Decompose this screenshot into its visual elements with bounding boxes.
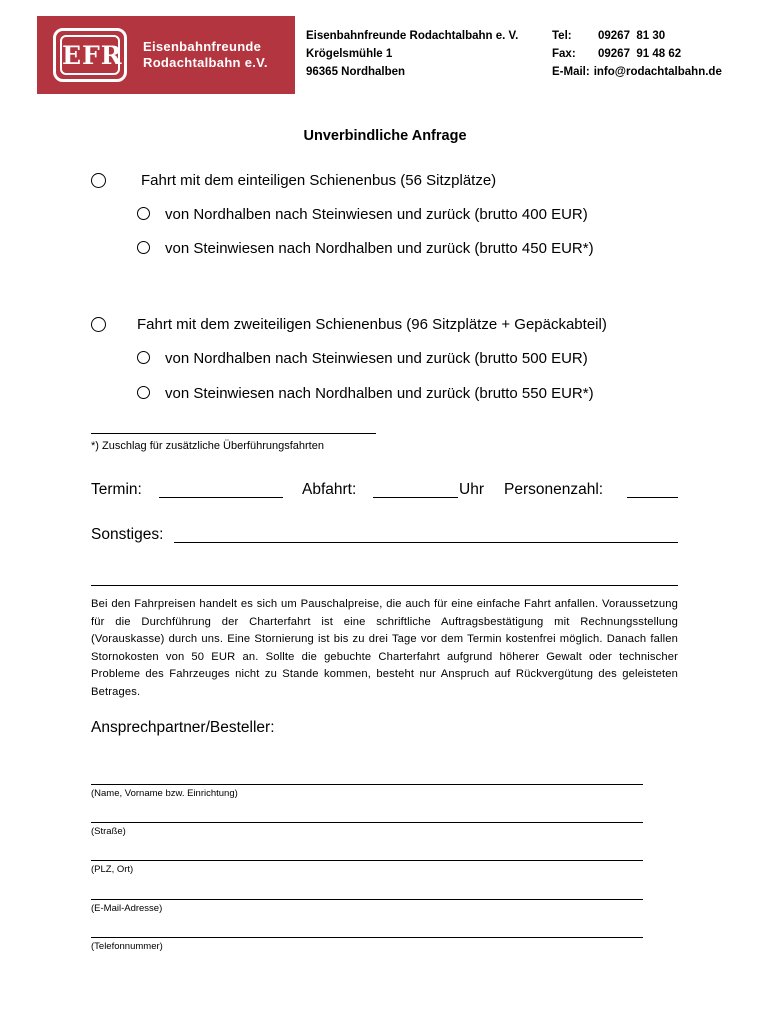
abfahrt-label: Abfahrt: (302, 481, 357, 498)
phone-caption: (Telefonnummer) (91, 941, 163, 952)
street-field[interactable] (91, 807, 643, 823)
plz-ort-caption: (PLZ, Ort) (91, 864, 134, 875)
termin-field[interactable] (159, 482, 283, 498)
footnote-separator (91, 433, 376, 434)
efr-badge (53, 28, 127, 82)
radio-group-2-sub-2[interactable] (137, 386, 150, 399)
radio-group-1[interactable] (91, 173, 106, 188)
uhr-label: Uhr (459, 481, 484, 498)
abfahrt-field[interactable] (373, 482, 458, 498)
email-field[interactable] (91, 884, 643, 900)
street-caption: (Straße) (91, 826, 126, 837)
personen-label: Personenzahl: (504, 481, 604, 498)
fax-label: Fax: (552, 48, 576, 60)
option-group-2-sub-1-label: von Nordhalben nach Steinwiesen und zurück (brutto 500 EUR) (165, 350, 588, 367)
efr-badge-text: EFR (60, 35, 120, 75)
contact-block (552, 27, 722, 81)
radio-group-1-sub-1[interactable] (137, 207, 150, 220)
tel-value: 09267 81 30 (598, 30, 666, 42)
name-caption: (Name, Vorname bzw. Einrichtung) (91, 788, 238, 799)
email-value[interactable]: info@rodachtalbahn.de (593, 66, 722, 78)
fax-row (552, 45, 722, 63)
sonstiges-field-line-2[interactable] (91, 570, 678, 586)
tel-label: Tel: (552, 30, 572, 42)
option-group-2-sub-2-label: von Steinwiesen nach Nordhalben und zurück (brutto 550 EUR*) (165, 385, 594, 402)
contact-heading: Ansprechpartner/Besteller: (91, 719, 275, 736)
phone-field[interactable] (91, 922, 643, 938)
radio-group-1-sub-2[interactable] (137, 241, 150, 254)
sonstiges-field[interactable] (174, 527, 678, 543)
disclaimer-text: Bei den Fahrpreisen handelt es sich um Pauschalpreise, die auch für eine einfache Fahrt anfallen. Voraussetzung für die Durchführung der Charterfahrt ist eine schriftliche Auftragsbestätigung mit Rechnungsstellung (Vorauskasse) durch uns. Eine Stornierung ist bis zu drei Tage vor dem Termin kostenfrei möglich. Danach fallen Stornokosten von 50 EUR an. Sollte die gebuchte Charterfahrt aufgrund höherer Gewalt oder technischer Probleme des Fahrzeuges nicht zu Stande kommen, besteht nur Anspruch auf Rückvergütung des geleisteten Betrages. (91, 598, 678, 698)
logo-line-1: Eisenbahnfreunde (143, 39, 262, 54)
address-block (306, 27, 518, 81)
city: 96365 Nordhalben (306, 66, 406, 78)
option-group-1-label: Fahrt mit dem einteiligen Schienenbus (56 Sitzplätze) (141, 172, 497, 189)
name-field[interactable] (91, 769, 643, 785)
org-name: Eisenbahnfreunde Rodachtalbahn e. V. (306, 30, 519, 42)
email-caption: (E-Mail-Adresse) (91, 903, 163, 914)
email-label: E-Mail: (552, 66, 590, 78)
footnote: *) Zuschlag für zusätzliche Überführungsfahrten (91, 440, 324, 452)
termin-label: Termin: (91, 481, 142, 498)
email-row (552, 63, 722, 81)
efr-logo (37, 16, 295, 94)
logo-org-name (143, 39, 268, 71)
sonstiges-label: Sonstiges: (91, 526, 164, 543)
fax-value: 09267 91 48 62 (598, 48, 682, 60)
option-group-1-sub-1-label: von Nordhalben nach Steinwiesen und zurück (brutto 400 EUR) (165, 206, 588, 223)
option-group-2-label: Fahrt mit dem zweiteiligen Schienenbus (96 Sitzplätze + Gepäckabteil) (137, 316, 607, 333)
plz-ort-field[interactable] (91, 845, 643, 861)
page-title: Unverbindliche Anfrage (303, 128, 467, 144)
option-group-1-sub-2-label: von Steinwiesen nach Nordhalben und zurück (brutto 450 EUR*) (165, 240, 594, 257)
radio-group-2[interactable] (91, 317, 106, 332)
personen-field[interactable] (627, 482, 678, 498)
tel-row (552, 27, 722, 45)
logo-line-2: Rodachtalbahn e.V. (143, 55, 268, 70)
radio-group-2-sub-1[interactable] (137, 351, 150, 364)
street: Krögelsmühle 1 (306, 48, 393, 60)
